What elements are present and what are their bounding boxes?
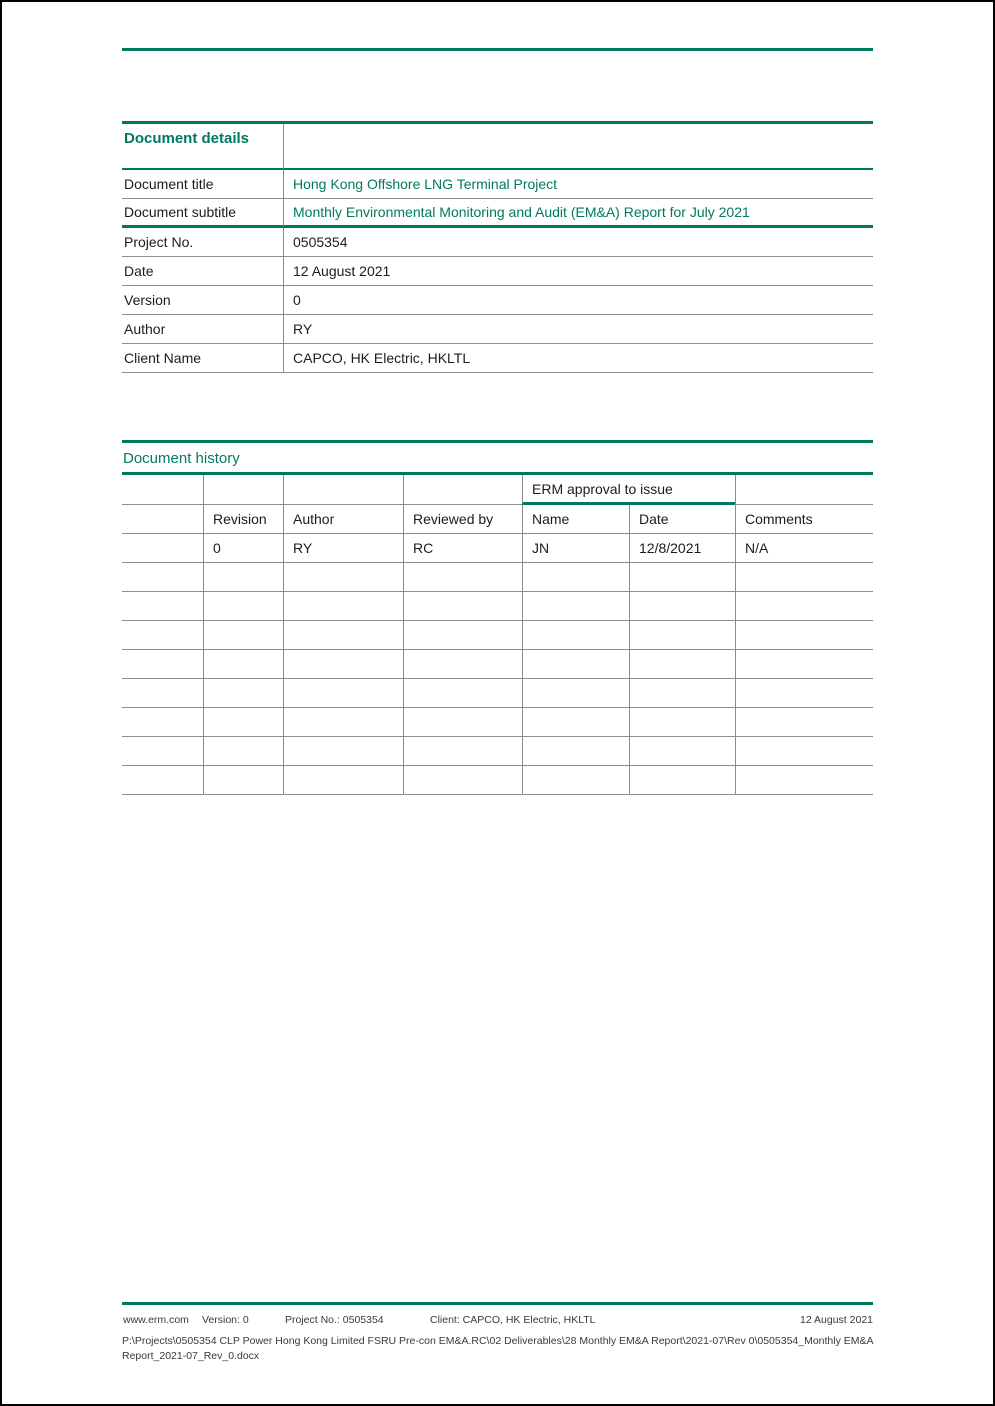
history-cell bbox=[283, 650, 403, 679]
footer-project-no: Project No.: 0505354 bbox=[285, 1314, 384, 1326]
history-empty-row bbox=[122, 679, 873, 708]
history-cell bbox=[122, 708, 203, 737]
footer-file-path: P:\Projects\0505354 CLP Power Hong Kong Limited FSRU Pre-con EM&A.RC\02 Deliverables\28 Monthly EM&A Report\2021-07\Rev 0\0505354_Monthly EM&A Report_2021-07_Rev_0.docx bbox=[122, 1335, 873, 1362]
details-row-label: Client Name bbox=[122, 344, 283, 373]
history-cell bbox=[522, 679, 629, 708]
details-row bbox=[122, 257, 873, 286]
history-cell bbox=[403, 592, 522, 621]
details-row-label: Document subtitle bbox=[122, 199, 283, 228]
footer-info-line bbox=[122, 1314, 873, 1328]
history-column-header: Reviewed by bbox=[403, 505, 522, 534]
history-cell bbox=[629, 650, 735, 679]
history-cell bbox=[522, 737, 629, 766]
history-cell bbox=[735, 737, 873, 766]
history-empty-row bbox=[122, 621, 873, 650]
history-cell bbox=[122, 563, 203, 592]
history-entry-cell: RY bbox=[283, 534, 403, 563]
details-row-value: 0505354 bbox=[283, 228, 873, 257]
history-empty-row bbox=[122, 592, 873, 621]
details-row bbox=[122, 315, 873, 344]
history-column-header: Date bbox=[629, 505, 735, 534]
history-cell bbox=[203, 475, 283, 505]
footer-website: www.erm.com bbox=[123, 1314, 189, 1326]
details-row-label: Version bbox=[122, 286, 283, 315]
history-column-header-row bbox=[122, 505, 873, 534]
history-cell bbox=[122, 737, 203, 766]
history-cell bbox=[283, 475, 403, 505]
history-cell bbox=[122, 592, 203, 621]
details-row-value: CAPCO, HK Electric, HKLTL bbox=[283, 344, 873, 373]
document-history-table bbox=[122, 472, 873, 795]
details-header-row bbox=[122, 124, 873, 170]
top-divider-rule bbox=[122, 48, 873, 51]
page-footer bbox=[122, 1302, 873, 1364]
history-cell bbox=[283, 679, 403, 708]
history-cell bbox=[522, 621, 629, 650]
history-cell bbox=[735, 621, 873, 650]
details-row-value: Hong Kong Offshore LNG Terminal Project bbox=[283, 170, 873, 199]
history-cell bbox=[283, 621, 403, 650]
history-cell bbox=[122, 679, 203, 708]
history-divider-rule bbox=[122, 440, 873, 443]
history-cell bbox=[403, 708, 522, 737]
history-cell bbox=[522, 708, 629, 737]
history-cell bbox=[203, 737, 283, 766]
details-row-value: Monthly Environmental Monitoring and Audit (EM&A) Report for July 2021 bbox=[283, 199, 873, 228]
history-cell bbox=[735, 592, 873, 621]
history-approval-group-header: ERM approval to issue bbox=[522, 475, 735, 505]
history-cell bbox=[203, 679, 283, 708]
document-details-body bbox=[122, 124, 873, 373]
details-row bbox=[122, 170, 873, 199]
history-cell bbox=[629, 679, 735, 708]
history-cell bbox=[283, 737, 403, 766]
history-cell bbox=[122, 650, 203, 679]
history-cell bbox=[283, 708, 403, 737]
history-cell bbox=[629, 621, 735, 650]
history-cell bbox=[283, 766, 403, 795]
history-entry-cell: JN bbox=[522, 534, 629, 563]
history-entry-cell: 0 bbox=[203, 534, 283, 563]
history-approval-row bbox=[122, 475, 873, 505]
history-empty-row bbox=[122, 563, 873, 592]
history-cell bbox=[203, 650, 283, 679]
history-cell bbox=[629, 766, 735, 795]
history-section-title: Document history bbox=[123, 450, 240, 467]
history-empty-row bbox=[122, 766, 873, 795]
footer-date: 12 August 2021 bbox=[800, 1314, 873, 1326]
details-row-label: Document title bbox=[122, 170, 283, 199]
history-column-header: Name bbox=[522, 505, 629, 534]
details-row bbox=[122, 199, 873, 228]
footer-version: Version: 0 bbox=[202, 1314, 249, 1326]
history-cell bbox=[629, 563, 735, 592]
history-cell bbox=[122, 534, 203, 563]
history-cell bbox=[735, 475, 873, 505]
history-cell bbox=[203, 563, 283, 592]
footer-divider-rule bbox=[122, 1302, 873, 1305]
history-column-header: Comments bbox=[735, 505, 873, 534]
document-details-table bbox=[122, 121, 873, 373]
history-cell bbox=[522, 766, 629, 795]
history-column-header: Revision bbox=[203, 505, 283, 534]
history-cell bbox=[403, 650, 522, 679]
history-cell bbox=[403, 475, 522, 505]
details-row bbox=[122, 286, 873, 315]
history-cell bbox=[403, 563, 522, 592]
history-cell bbox=[203, 766, 283, 795]
document-history-body bbox=[122, 475, 873, 795]
history-cell bbox=[522, 563, 629, 592]
history-cell bbox=[735, 650, 873, 679]
footer-client: Client: CAPCO, HK Electric, HKLTL bbox=[430, 1314, 596, 1326]
history-entry-cell: N/A bbox=[735, 534, 873, 563]
history-cell bbox=[629, 737, 735, 766]
details-row-value: RY bbox=[283, 315, 873, 344]
history-cell bbox=[403, 737, 522, 766]
history-cell bbox=[403, 621, 522, 650]
history-cell bbox=[122, 621, 203, 650]
history-cell bbox=[203, 708, 283, 737]
history-cell bbox=[735, 708, 873, 737]
history-empty-row bbox=[122, 737, 873, 766]
details-row-label: Date bbox=[122, 257, 283, 286]
details-header-spacer-cell bbox=[283, 124, 873, 170]
history-cell bbox=[122, 766, 203, 795]
history-cell bbox=[522, 650, 629, 679]
history-cell bbox=[283, 563, 403, 592]
history-cell bbox=[735, 766, 873, 795]
history-column-header: Author bbox=[283, 505, 403, 534]
history-cell bbox=[203, 592, 283, 621]
history-cell bbox=[403, 766, 522, 795]
details-row bbox=[122, 344, 873, 373]
history-cell bbox=[122, 505, 203, 534]
history-empty-row bbox=[122, 708, 873, 737]
history-cell bbox=[203, 621, 283, 650]
history-entry-cell: 12/8/2021 bbox=[629, 534, 735, 563]
history-entry-cell: RC bbox=[403, 534, 522, 563]
history-cell bbox=[122, 475, 203, 505]
history-cell bbox=[629, 708, 735, 737]
details-row bbox=[122, 228, 873, 257]
details-row-value: 12 August 2021 bbox=[283, 257, 873, 286]
history-cell bbox=[735, 679, 873, 708]
details-section-title: Document details bbox=[122, 124, 283, 170]
history-cell bbox=[522, 592, 629, 621]
history-cell bbox=[629, 592, 735, 621]
details-row-label: Project No. bbox=[122, 228, 283, 257]
history-cell bbox=[403, 679, 522, 708]
details-row-value: 0 bbox=[283, 286, 873, 315]
document-history-section bbox=[122, 440, 873, 795]
history-entry-row bbox=[122, 534, 873, 563]
details-row-label: Author bbox=[122, 315, 283, 344]
history-cell bbox=[283, 592, 403, 621]
history-cell bbox=[735, 563, 873, 592]
history-empty-row bbox=[122, 650, 873, 679]
